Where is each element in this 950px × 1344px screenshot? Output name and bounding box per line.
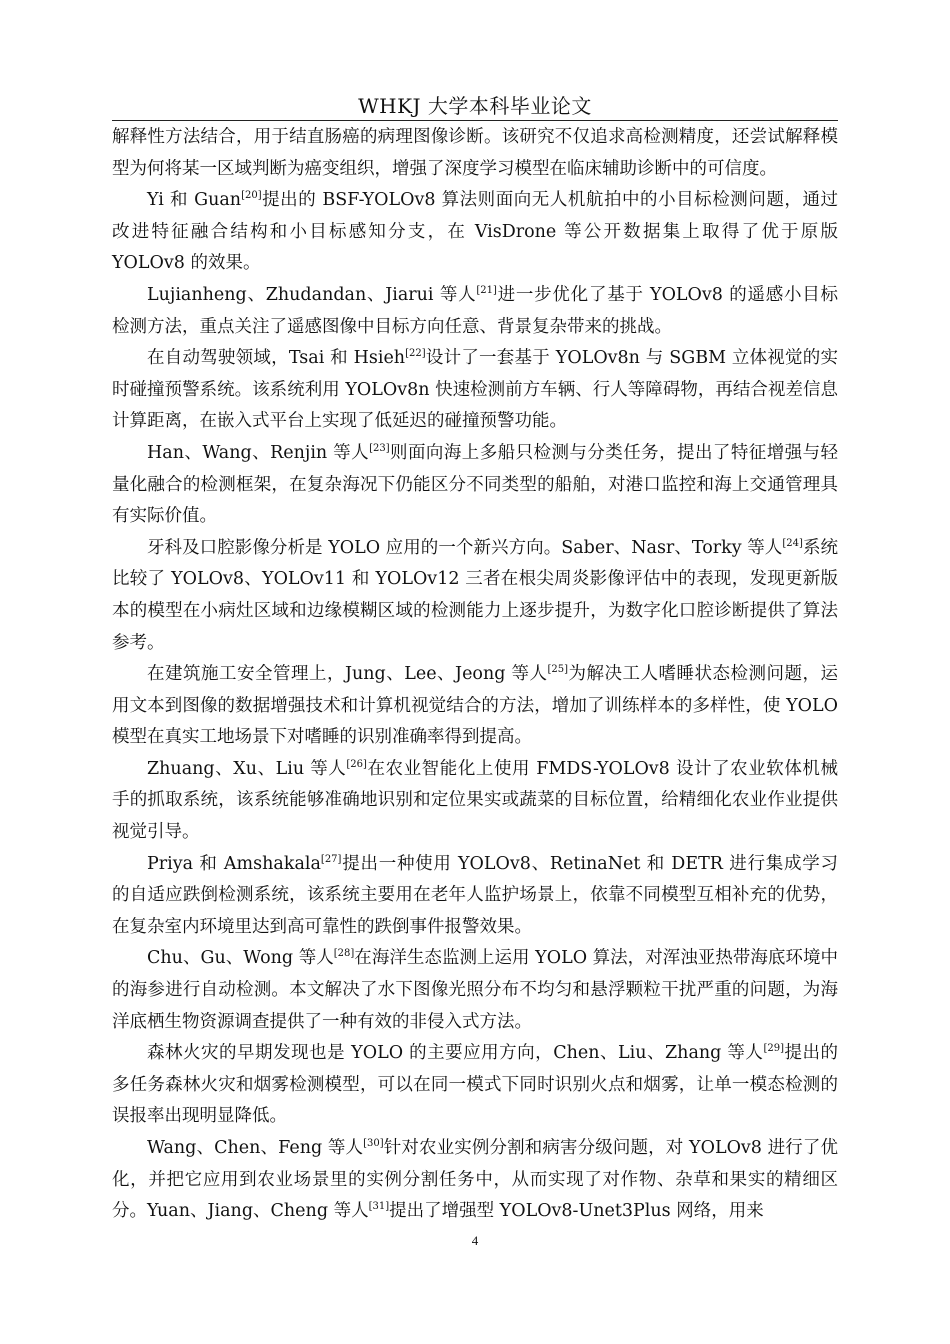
paragraph-9 — [112, 849, 838, 944]
page-body — [112, 122, 838, 1228]
paragraph-5 — [112, 438, 838, 533]
citation: [20] — [241, 190, 262, 202]
citation: [26] — [346, 758, 367, 770]
paragraph-8 — [112, 754, 838, 849]
paragraph-text: 牙科及口腔影像分析是 YOLO 应用的一个新兴方向。Saber、Nasr、Torky 等人 — [147, 537, 783, 558]
paragraph-4 — [112, 343, 838, 438]
paragraph-text: 提出的 BSF-YOLOv8 算法则面向无人机航拍中的小目标检测问题，通过改进特征融合结构和小目标感知分支，在 VisDrone 等公开数据集上取得了优于原版 YOLOv8 的效果。 — [112, 190, 838, 274]
paragraph-text: 则面向海上多船只检测与分类任务，提出了特征增强与轻量化融合的检测框架，在复杂海况下仍能区分不同类型的船舶，对港口监控和海上交通管理具有实际价值。 — [112, 442, 839, 527]
paragraph-text: Wang、Chen、Feng 等人 — [147, 1138, 364, 1158]
paragraph-text: 在海洋生态监测上运用 YOLO 算法，对浑浊亚热带海底环境中的海参进行自动检测。本文解决了水下图像光照分布不均匀和悬浮颗粒干扰严重的问题，为海洋底栖生物资源调查提供了一种有效的非侵入式方法。 — [112, 948, 838, 1032]
paragraph-text: Chu、Gu、Wong 等人 — [147, 948, 334, 969]
paragraph-text: Zhuang、Xu、Liu 等人 — [147, 758, 347, 779]
citation: [27] — [320, 853, 342, 865]
paragraph-12 — [112, 1133, 838, 1228]
paragraph-text: Han、Wang、Renjin 等人 — [147, 442, 370, 463]
paragraph-text: Yi 和 Guan — [147, 190, 242, 211]
paragraph-text: 提出的多任务森林火灾和烟雾检测模型，可以在同一模式下同时识别火点和烟雾，让单一模态检测的误报率出现明显降低。 — [112, 1043, 838, 1127]
citation: [23] — [369, 442, 390, 454]
paragraph-text: 提出了增强型 YOLOv8-Unet3Plus 网络，用来 — [389, 1201, 764, 1222]
paragraph-7 — [112, 659, 838, 754]
paragraph-text: 提出一种使用 YOLOv8、RetinaNet 和 DETR 进行集成学习的自适应跌倒检测系统，该系统主要用在老年人监护场景上，依靠不同模型互相补充的优势，在复杂室内环境里达到高可靠性的跌倒事件报警效果。 — [112, 853, 838, 937]
paragraph-1 — [112, 122, 838, 185]
citation: [22] — [405, 348, 426, 360]
citation: [31] — [368, 1201, 390, 1213]
paragraph-text: 在农业智能化上使用 FMDS-YOLOv8 设计了农业软体机械手的抓取系统，该系统能够准确地识别和定位果实或蔬菜的目标位置，给精细化农业作业提供视觉引导。 — [112, 758, 838, 843]
citation: [25] — [547, 664, 569, 676]
paragraph-10 — [112, 943, 838, 1038]
paragraph-text: 系统比较了 YOLOv8、YOLOv11 和 YOLOv12 三者在根尖周炎影像评估中的表现，发现更新版本的模型在小病灶区域和边缘模糊区域的检测能力上逐步提升，为数字化口腔诊断提供了算法参考。 — [112, 537, 839, 653]
page-header — [112, 94, 838, 121]
paragraph-text: 在建筑施工安全管理上，Jung、Lee、Jeong 等人 — [147, 664, 548, 685]
paragraph-text: 在自动驾驶领域，Tsai 和 Hsieh — [147, 348, 406, 369]
citation: [29] — [763, 1043, 784, 1055]
header-title: WHKJ 大学本科毕业论文 — [358, 94, 592, 118]
paragraph-text: Priya 和 Amshakala — [147, 853, 321, 874]
citation: [21] — [476, 284, 497, 296]
paragraph-text: 森林火灾的早期发现也是 YOLO 的主要应用方向，Chen、Liu、Zhang 等人 — [147, 1043, 764, 1064]
paragraph-text: 解释性方法结合，用于结直肠癌的病理图像诊断。该研究不仅追求高检测精度，还尝试解释模型为何将某一区域判断为癌变组织，增强了深度学习模型在临床辅助诊断中的可信度。 — [112, 127, 838, 179]
paragraph-3 — [112, 280, 838, 343]
citation: [30] — [363, 1138, 384, 1149]
paragraph-text: 设计了一套基于 YOLOv8n 与 SGBM 立体视觉的实时碰撞预警系统。该系统利用 YOLOv8n 快速检测前方车辆、行人等障碍物，再结合视差信息计算距离，在嵌入式平台上实现了低延迟的碰撞预警功能。 — [112, 348, 838, 432]
paragraph-11 — [112, 1038, 838, 1133]
paragraph-text: 针对农业实例分割和病害分级问题，对 YOLOv8 进行了优化，并把它应用到农业场景里的实例分割任务中，从而实现了对作物、杂草和果实的精细区分。Yuan、Jiang、Cheng 等人 — [112, 1138, 838, 1222]
citation: [28] — [333, 948, 355, 960]
page-number: 4 — [471, 1233, 479, 1248]
paragraph-text: 进一步优化了基于 YOLOv8 的遥感小目标检测方法，重点关注了遥感图像中目标方向任意、背景复杂带来的挑战。 — [112, 284, 839, 337]
paragraph-2 — [112, 185, 838, 280]
paragraph-text: Lujianheng、Zhudandan、Jiarui 等人 — [147, 284, 477, 305]
citation: [24] — [782, 537, 803, 549]
paragraph-6 — [112, 533, 838, 659]
paragraph-text: 为解决工人嗜睡状态检测问题，运用文本到图像的数据增强技术和计算机视觉结合的方法，增加了训练样本的多样性，使 YOLO 模型在真实工地场景下对嗜睡的识别准确率得到提高。 — [112, 664, 838, 748]
